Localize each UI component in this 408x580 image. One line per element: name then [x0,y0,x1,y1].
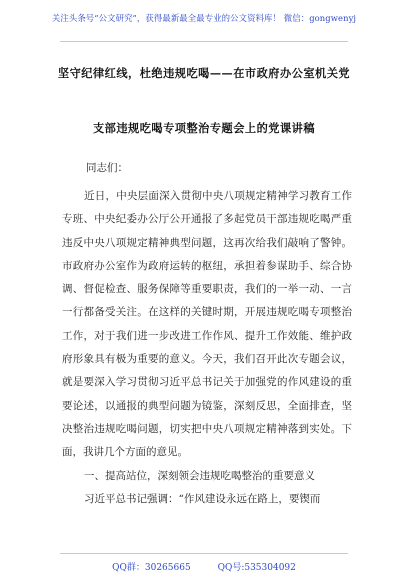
footer-qq-number: QQ号:535304092 [217,563,296,573]
document-title-line-1: 坚守纪律红线，杜绝违规吃喝——在市政府办公室机关党 [57,66,351,80]
header-divider [60,41,348,42]
document-body [62,185,352,511]
header-banner: 关注头条号“公文研究”，获得最新最全最专业的公文资料库！ 微信：gongwenyj [51,13,357,23]
body-paragraph-intro: 近日，中央层面深入贯彻中央八项规定精神学习教育工作专班、中央纪委办公厅公开通报了多起党员干部违规吃喝严重违反中央八项规定精神典型问题，这再次给我们敲响了警钟。市政府办公室作为政府运转的枢纽，承担着参谋助手、综合协调、督促检查、服务保障等重要职责，我们的一举一动、一言一行都备受关注。在这样的关键时期，开展违规吃喝专项整治工作，对于我们进一步改进工作作风、提升工作效能、维护政府形象具有极为重要的意义。今天，我们召开此次专题会议，就是要深入学习贯彻习近平总书记关于加强党的作风建设的重要论述，以通报的典型问题为镜鉴，深刻反思，全面排查，坚决整治违规吃喝问题，切实把中央八项规定精神落到实处。下面，我讲几个方面的意见。 [62,190,352,459]
salutation: 同志们： [86,162,128,174]
body-paragraph-quote: 习近平总书记强调：“作风建设永远在路上，要锲而 [84,492,321,505]
footer-divider [60,553,348,554]
footer-qq-group: QQ群：30265665 [112,563,191,573]
document-title-line-2: 支部违规吃喝专项整治专题会上的党课讲稿 [92,121,316,135]
footer-contact [0,560,408,573]
section-heading-1: 一、提高站位，深刻领会违规吃喝整治的重要意义 [84,469,316,482]
